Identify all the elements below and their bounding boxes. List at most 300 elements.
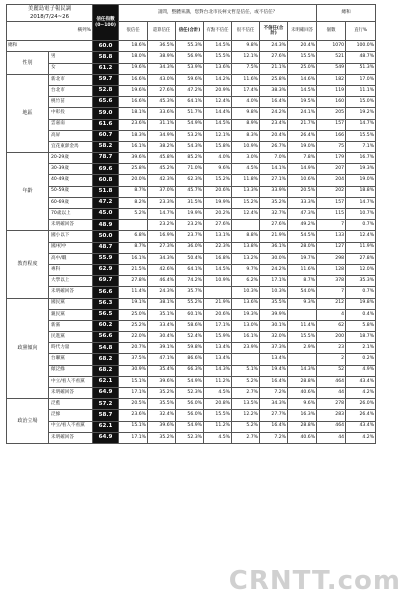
- value-cell: 45.3%: [148, 97, 176, 108]
- value-cell: 47.1%: [148, 354, 176, 365]
- value-cell: 17.1%: [119, 432, 148, 443]
- value-cell: 9.7%: [232, 264, 260, 275]
- value-cell: 20.5%: [288, 186, 317, 197]
- table-row: [7, 343, 412, 354]
- value-cell: 5.2%: [232, 421, 260, 432]
- value-cell: 18.3%: [119, 130, 148, 141]
- value-cell: 278: [317, 399, 346, 410]
- row-label: 40-49歲: [49, 175, 93, 186]
- row-label: 時代力量: [49, 343, 93, 354]
- value-cell: 16.1%: [119, 253, 148, 264]
- group-label: 教育程度: [7, 231, 49, 298]
- value-cell: 378: [317, 276, 346, 287]
- value-cell: 47.2%: [176, 85, 204, 96]
- value-cell: 11.9%: [346, 242, 376, 253]
- value-cell: 17.1%: [119, 388, 148, 399]
- row-label: 50-59歲: [49, 186, 93, 197]
- value-cell: 16.7%: [346, 153, 376, 164]
- value-cell: 8.9%: [232, 119, 260, 130]
- value-cell: 33.4%: [148, 320, 176, 331]
- value-cell: 7.1%: [346, 141, 376, 152]
- value-cell: 13.0%: [232, 320, 260, 331]
- row-label: 國民黨: [49, 298, 93, 309]
- value-cell: 0.7%: [346, 220, 376, 231]
- value-cell: 37.0%: [148, 186, 176, 197]
- value-cell: [119, 220, 148, 231]
- total-row: [7, 41, 412, 52]
- value-cell: 28.0%: [288, 242, 317, 253]
- value-cell: 55.3%: [176, 41, 204, 52]
- value-cell: 16.1%: [232, 332, 260, 343]
- value-cell: 10.3%: [260, 287, 288, 298]
- value-cell: 100.0%: [346, 41, 376, 52]
- value-cell: 4.0%: [204, 153, 232, 164]
- value-cell: 15.5%: [288, 332, 317, 343]
- value-cell: 1070: [317, 41, 346, 52]
- value-cell: 18.6%: [119, 41, 148, 52]
- value-cell: 7.8%: [288, 153, 317, 164]
- value-cell: 56.0%: [176, 399, 204, 410]
- column-header: 有點不信任: [204, 22, 232, 41]
- row-label: 國小以下: [49, 231, 93, 242]
- value-cell: 15.5%: [346, 130, 376, 141]
- value-cell: 16.4%: [260, 421, 288, 432]
- value-cell: 127: [317, 242, 346, 253]
- value-cell: 26.7%: [260, 141, 288, 152]
- value-cell: 0.7%: [346, 287, 376, 298]
- value-cell: 2.1%: [346, 343, 376, 354]
- value-cell: 53.9%: [176, 63, 204, 74]
- row-label: 國/初中: [49, 242, 93, 253]
- value-cell: 13.6%: [232, 298, 260, 309]
- trust-index-value: 51.8: [93, 186, 119, 197]
- value-cell: 8.7%: [119, 186, 148, 197]
- value-cell: 17.1%: [260, 276, 288, 287]
- value-cell: 20.4%: [288, 41, 317, 52]
- row-label: 泛綠: [49, 410, 93, 421]
- group-label: 地區: [7, 74, 49, 152]
- trust-index-value: 54.8: [93, 343, 119, 354]
- value-cell: 2.7%: [232, 388, 260, 399]
- trust-index-value: 59.7: [93, 74, 119, 85]
- table-row: [7, 220, 412, 231]
- value-cell: 32.7%: [260, 209, 288, 220]
- row-label: 未明確回答: [49, 432, 93, 443]
- value-cell: 34.3%: [260, 399, 288, 410]
- value-cell: 15.8%: [204, 141, 232, 152]
- row-label: 60-69歲: [49, 197, 93, 208]
- value-cell: 26.0%: [346, 399, 376, 410]
- row-label: 雲嘉南: [49, 119, 93, 130]
- value-cell: 0.2%: [346, 354, 376, 365]
- value-cell: 207: [317, 164, 346, 175]
- value-cell: 12.0%: [346, 264, 376, 275]
- value-cell: 12.1%: [232, 52, 260, 63]
- value-cell: 39.6%: [119, 153, 148, 164]
- row-label: 中立/看人不看黨: [49, 421, 93, 432]
- site-watermark: CRNTT.com: [228, 566, 401, 596]
- value-cell: 8.3%: [232, 130, 260, 141]
- value-cell: 38.9%: [148, 52, 176, 63]
- question-header: 請問，整體來講，您對台北市長柯文哲是信任，或不信任？: [119, 5, 317, 22]
- value-cell: 55.2%: [176, 298, 204, 309]
- trust-index-value: 58.8: [93, 52, 119, 63]
- value-cell: 19.6%: [119, 85, 148, 96]
- value-cell: 56.0%: [176, 410, 204, 421]
- value-cell: 23.3%: [148, 197, 176, 208]
- header-row-2: [7, 22, 412, 41]
- value-cell: 38.3%: [260, 85, 288, 96]
- value-cell: 20.9%: [204, 85, 232, 96]
- value-cell: 10.9%: [232, 141, 260, 152]
- value-cell: 27.6%: [260, 220, 288, 231]
- value-cell: 11.8%: [232, 175, 260, 186]
- value-cell: 54.9%: [176, 119, 204, 130]
- value-cell: [288, 354, 317, 365]
- value-cell: 19.9%: [176, 209, 204, 220]
- value-cell: 12.4%: [204, 97, 232, 108]
- value-cell: 15.5%: [204, 410, 232, 421]
- value-cell: 20.5%: [119, 399, 148, 410]
- trust-index-value: 78.7: [93, 153, 119, 164]
- value-cell: 10.6%: [288, 175, 317, 186]
- value-cell: 0.4%: [346, 309, 376, 320]
- value-cell: 32.4%: [148, 410, 176, 421]
- value-cell: 17.1%: [204, 320, 232, 331]
- value-cell: 7.0%: [260, 153, 288, 164]
- value-cell: 8.7%: [288, 276, 317, 287]
- value-cell: 128: [317, 264, 346, 275]
- poll-title: 美麗島電子報民調: [27, 6, 72, 12]
- value-cell: 43.0%: [148, 74, 176, 85]
- value-cell: 18.1%: [119, 108, 148, 119]
- value-cell: 39.1%: [148, 343, 176, 354]
- row-label: 未明確回答: [49, 220, 93, 231]
- value-cell: 25.2%: [119, 320, 148, 331]
- value-cell: 58.6%: [176, 320, 204, 331]
- value-cell: 23.2%: [176, 220, 204, 231]
- value-cell: 19.0%: [346, 175, 376, 186]
- value-cell: 15.0%: [346, 97, 376, 108]
- value-cell: 14.3%: [288, 365, 317, 376]
- value-cell: 45.2%: [148, 164, 176, 175]
- value-cell: 283: [317, 410, 346, 421]
- value-cell: 34.3%: [148, 253, 176, 264]
- value-cell: 6.2%: [232, 276, 260, 287]
- value-cell: 75: [317, 141, 346, 152]
- value-cell: 56.9%: [176, 52, 204, 63]
- value-cell: 5.1%: [232, 365, 260, 376]
- value-cell: 13.5%: [232, 399, 260, 410]
- value-cell: 204: [317, 175, 346, 186]
- poll-title-cell: [7, 5, 93, 22]
- value-cell: 21.5%: [119, 264, 148, 275]
- value-cell: 15.2%: [204, 175, 232, 186]
- trust-index-value: 56.6: [93, 287, 119, 298]
- value-cell: 7.5%: [232, 63, 260, 74]
- value-cell: 3.0%: [232, 153, 260, 164]
- value-cell: 35.5%: [148, 399, 176, 410]
- table-row: [7, 287, 412, 298]
- table-row: [7, 432, 412, 443]
- poll-table-page: [6, 4, 411, 610]
- value-cell: 35.2%: [148, 388, 176, 399]
- row-label: 專科: [49, 264, 93, 275]
- value-cell: 166: [317, 130, 346, 141]
- value-cell: 35.7%: [176, 287, 204, 298]
- value-cell: 4.9%: [346, 365, 376, 376]
- trust-index-value: 50.0: [93, 231, 119, 242]
- value-cell: 25.0%: [288, 63, 317, 74]
- value-cell: 16.4%: [260, 376, 288, 387]
- value-cell: 4.2%: [346, 388, 376, 399]
- value-cell: 21.1%: [260, 63, 288, 74]
- value-cell: 14.6%: [288, 74, 317, 85]
- row-label: 新北市: [49, 74, 93, 85]
- table-row: [7, 97, 412, 108]
- value-cell: 13.6%: [204, 63, 232, 74]
- table-row: [7, 354, 412, 365]
- value-cell: 24.2%: [260, 264, 288, 275]
- value-cell: 35.2%: [148, 432, 176, 443]
- value-cell: 39.6%: [148, 421, 176, 432]
- row-label: 大學以上: [49, 276, 93, 287]
- table-row: [7, 253, 412, 264]
- value-cell: 12.4%: [346, 231, 376, 242]
- table-row: [7, 242, 412, 253]
- value-cell: 157: [317, 197, 346, 208]
- value-cell: 48.7%: [346, 52, 376, 63]
- value-cell: 7: [317, 220, 346, 231]
- value-cell: 16.6%: [119, 97, 148, 108]
- value-cell: 21.9%: [260, 231, 288, 242]
- value-cell: 14.1%: [260, 164, 288, 175]
- value-cell: [232, 354, 260, 365]
- value-cell: 12.4%: [232, 209, 260, 220]
- value-cell: 2.9%: [288, 343, 317, 354]
- trust-index-value: 59.0: [93, 108, 119, 119]
- value-cell: 18.0%: [119, 52, 148, 63]
- poll-date: 2018/7/24~26: [29, 14, 70, 21]
- value-cell: 39.6%: [148, 376, 176, 387]
- value-cell: 30.4%: [148, 332, 176, 343]
- table-row: [7, 119, 412, 130]
- value-cell: 13.2%: [232, 253, 260, 264]
- value-cell: 27.6%: [260, 52, 288, 63]
- value-cell: 22.3%: [204, 242, 232, 253]
- value-cell: [288, 309, 317, 320]
- value-cell: 42.6%: [148, 264, 176, 275]
- value-cell: 119: [317, 85, 346, 96]
- value-cell: 40.6%: [288, 388, 317, 399]
- trust-index-value: 62.9: [93, 264, 119, 275]
- value-cell: 11.4%: [288, 320, 317, 331]
- value-cell: 46.4%: [148, 276, 176, 287]
- value-cell: 35.5%: [260, 298, 288, 309]
- value-cell: 9.3%: [288, 298, 317, 309]
- value-cell: 38.2%: [148, 141, 176, 152]
- value-cell: 9.6%: [204, 164, 232, 175]
- table-row: [7, 276, 412, 287]
- table-row: [7, 309, 412, 320]
- value-cell: 23.6%: [119, 410, 148, 421]
- value-cell: 23.4%: [260, 119, 288, 130]
- value-cell: 157: [317, 119, 346, 130]
- value-cell: 34.9%: [148, 130, 176, 141]
- value-cell: 13.3%: [232, 186, 260, 197]
- value-cell: 26.4%: [288, 130, 317, 141]
- value-cell: 24.2%: [260, 108, 288, 119]
- value-cell: 11.2%: [204, 376, 232, 387]
- value-cell: 45.7%: [176, 186, 204, 197]
- value-cell: 23.7%: [176, 231, 204, 242]
- value-cell: 19.5%: [288, 97, 317, 108]
- value-cell: 37.5%: [119, 354, 148, 365]
- row-label: 台聯黨: [49, 354, 93, 365]
- value-cell: 47.3%: [288, 209, 317, 220]
- column-header: 未明確回答: [288, 22, 317, 41]
- value-cell: 27.7%: [260, 410, 288, 421]
- value-cell: 20.2%: [204, 209, 232, 220]
- trust-index-value: 69.6: [93, 164, 119, 175]
- value-cell: 14.5%: [288, 85, 317, 96]
- value-cell: 35.1%: [148, 309, 176, 320]
- column-header: 還算信任: [148, 22, 176, 41]
- value-cell: 16.1%: [119, 141, 148, 152]
- value-cell: 85.2%: [176, 153, 204, 164]
- value-cell: 7: [317, 287, 346, 298]
- value-cell: 27.6%: [204, 220, 232, 231]
- table-row: [7, 410, 412, 421]
- table-row: [7, 74, 412, 85]
- trust-index-value: 60.2: [93, 320, 119, 331]
- value-cell: 45.8%: [148, 153, 176, 164]
- table-row: [7, 130, 412, 141]
- value-cell: 19.2%: [346, 108, 376, 119]
- value-cell: [232, 220, 260, 231]
- value-cell: 7.2%: [260, 432, 288, 443]
- value-cell: 27.3%: [148, 242, 176, 253]
- value-cell: 14.5%: [204, 119, 232, 130]
- table-row: [7, 52, 412, 63]
- value-cell: 205: [317, 108, 346, 119]
- value-cell: 36.1%: [260, 242, 288, 253]
- total-header: 總和: [317, 5, 376, 22]
- table-row: [7, 399, 412, 410]
- value-cell: 15.2%: [232, 197, 260, 208]
- table-row: [7, 298, 412, 309]
- value-cell: 10.9%: [204, 276, 232, 287]
- value-cell: 37.3%: [260, 343, 288, 354]
- table-row: [7, 421, 412, 432]
- value-cell: 23.2%: [148, 220, 176, 231]
- value-cell: 44: [317, 432, 346, 443]
- table-row: [7, 175, 412, 186]
- value-cell: 52.3%: [176, 432, 204, 443]
- value-cell: 16.4%: [260, 97, 288, 108]
- value-cell: 19.8%: [346, 298, 376, 309]
- value-cell: 549: [317, 63, 346, 74]
- trust-index-value: 61.6: [93, 119, 119, 130]
- value-cell: 23: [317, 343, 346, 354]
- value-cell: 17.0%: [346, 74, 376, 85]
- value-cell: 54.3%: [176, 141, 204, 152]
- value-cell: 4: [317, 309, 346, 320]
- value-cell: 160: [317, 97, 346, 108]
- value-cell: 11.2%: [204, 421, 232, 432]
- value-cell: 64.1%: [176, 264, 204, 275]
- value-cell: [204, 287, 232, 298]
- trust-index-value: 68.2: [93, 365, 119, 376]
- value-cell: 51.3%: [346, 63, 376, 74]
- trust-index-value: 57.2: [93, 399, 119, 410]
- value-cell: 28.8%: [288, 376, 317, 387]
- value-cell: 115: [317, 209, 346, 220]
- value-cell: 19.6%: [119, 63, 148, 74]
- trust-index-value: 62.1: [93, 376, 119, 387]
- row-label: 桃竹苗: [49, 97, 93, 108]
- value-cell: 7.2%: [260, 388, 288, 399]
- trust-index-value: 56.6: [93, 332, 119, 343]
- value-cell: 5.8%: [346, 320, 376, 331]
- value-cell: 182: [317, 74, 346, 85]
- value-cell: 39.9%: [260, 309, 288, 320]
- table-row: [7, 388, 412, 399]
- value-cell: 202: [317, 186, 346, 197]
- value-cell: 54.0%: [288, 287, 317, 298]
- value-cell: 14.9%: [288, 164, 317, 175]
- value-cell: 14.5%: [204, 41, 232, 52]
- table-row: [7, 320, 412, 331]
- value-cell: 11.4%: [119, 287, 148, 298]
- value-cell: 18.7%: [346, 332, 376, 343]
- row-label: 新黨: [49, 320, 93, 331]
- value-cell: 36.5%: [148, 41, 176, 52]
- value-cell: 4.5%: [204, 388, 232, 399]
- trust-index-value: 60.0: [93, 41, 119, 52]
- value-cell: 14.7%: [346, 197, 376, 208]
- table-row: [7, 231, 412, 242]
- value-cell: 44: [317, 388, 346, 399]
- value-cell: 14.3%: [204, 365, 232, 376]
- row-label: 70歲以上: [49, 209, 93, 220]
- value-cell: 521: [317, 52, 346, 63]
- value-cell: 27.1%: [260, 175, 288, 186]
- value-cell: 16.8%: [204, 253, 232, 264]
- table-row: [7, 164, 412, 175]
- value-cell: 19.1%: [119, 298, 148, 309]
- value-cell: 35.2%: [260, 197, 288, 208]
- trust-index-value: 62.1: [93, 421, 119, 432]
- column-header: 不信任(合計): [260, 22, 288, 41]
- column-header: 直行%: [346, 22, 376, 41]
- value-cell: 53.2%: [176, 130, 204, 141]
- row-percent-label: 橫列%: [7, 22, 93, 41]
- value-cell: 200: [317, 332, 346, 343]
- trust-index-value: 68.2: [93, 354, 119, 365]
- table-row: [7, 365, 412, 376]
- value-cell: 21.7%: [288, 119, 317, 130]
- trust-index-value: 60.8: [93, 175, 119, 186]
- value-cell: 14.5%: [204, 264, 232, 275]
- table-row: [7, 63, 412, 74]
- value-cell: 11.6%: [288, 264, 317, 275]
- table-row: [7, 141, 412, 152]
- value-cell: 31.1%: [148, 119, 176, 130]
- value-cell: 19.3%: [346, 164, 376, 175]
- trust-index-value: 56.5: [93, 309, 119, 320]
- trust-index-value: 48.9: [93, 220, 119, 231]
